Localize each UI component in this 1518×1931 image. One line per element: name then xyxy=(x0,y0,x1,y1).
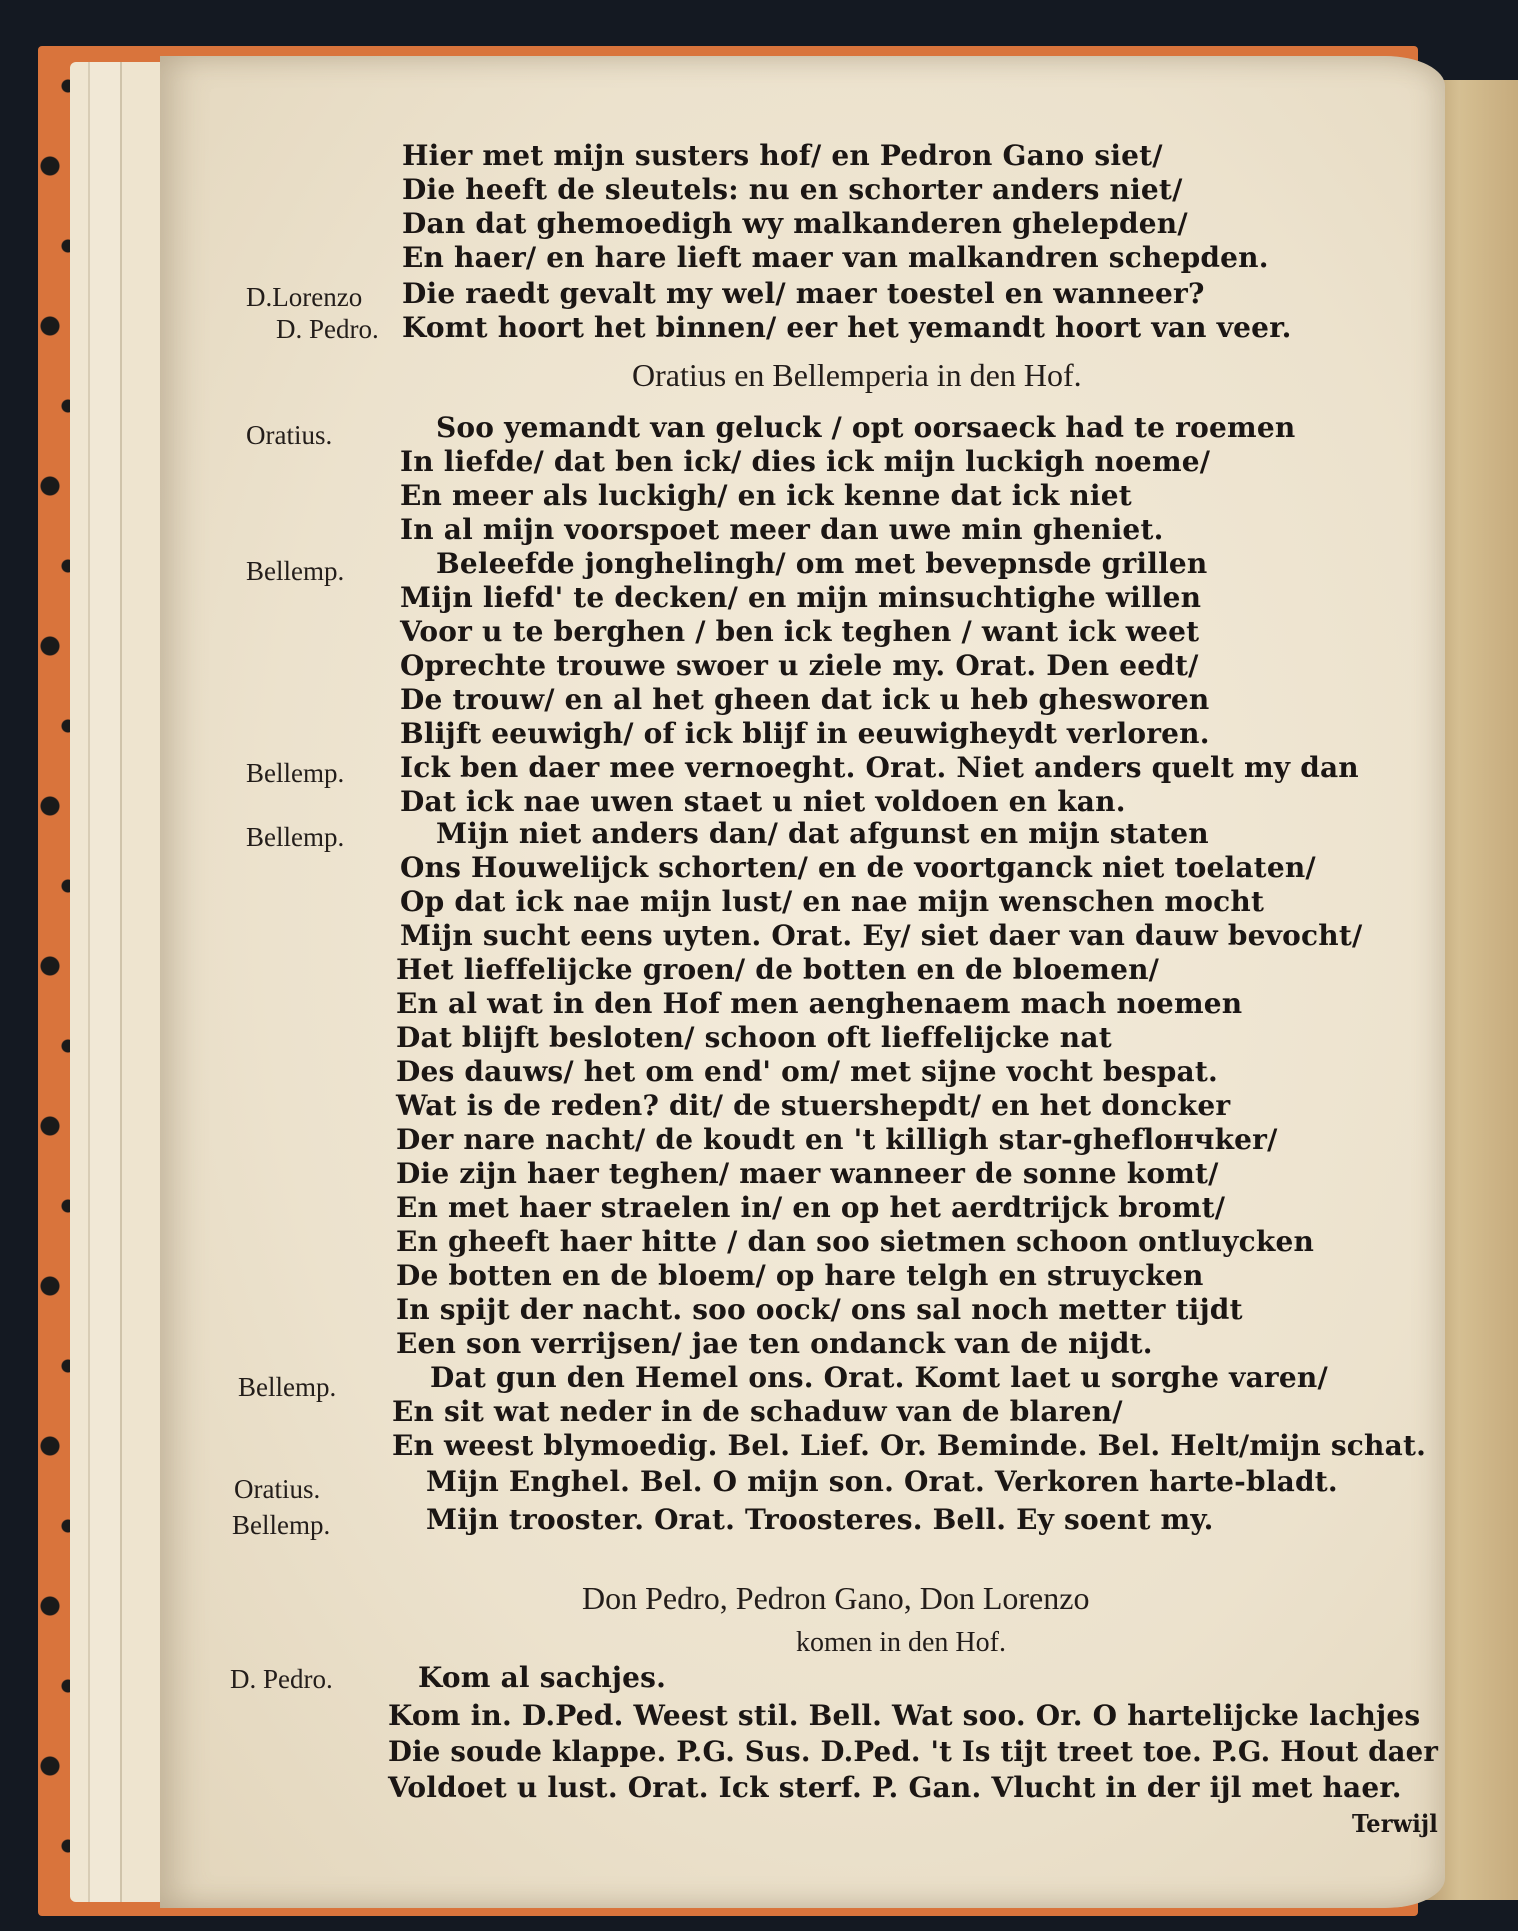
text-line: Mijn liefd' te decken/ en mijn minsuchtighe willen xyxy=(400,581,1202,614)
text-line: In al mijn voorspoet meer dan uwe min gheniet. xyxy=(400,513,1164,546)
text-line: En al wat in den Hof men aenghenaem mach noemen xyxy=(396,987,1243,1020)
text-line: In liefde/ dat ben ick/ dies ick mijn luckigh noeme/ xyxy=(400,445,1211,478)
text-line: Hier met mijn susters hof/ en Pedron Gano siet/ xyxy=(402,139,1163,172)
text-line: Ick ben daer mee vernoeght. Orat. Niet anders quelt my dan xyxy=(400,751,1359,784)
text-line: Blijft eeuwigh/ of ick blijf in eeuwigheydt verloren. xyxy=(400,717,1210,750)
text-line: Dat blijft besloten/ schoon oft lieffelijcke nat xyxy=(396,1021,1112,1054)
speaker-label: Bellemp. xyxy=(232,1510,331,1540)
text-line: Komt hoort het binnen/ eer het yemandt hoort van veer. xyxy=(402,311,1292,344)
text-line: In spijt der nacht. soo oock/ ons sal noch metter tijdt xyxy=(396,1293,1243,1326)
scene-heading: Don Pedro, Pedron Gano, Don Lorenzo xyxy=(582,1580,1090,1616)
speaker-label: Bellemp. xyxy=(238,1372,337,1402)
speaker-label: D.Lorenzo xyxy=(246,282,363,312)
text-line: Mijn Enghel. Bel. O mijn son. Orat. Verkoren harte-bladt. xyxy=(426,1465,1338,1498)
text-line: Dat gun den Hemel ons. Orat. Komt laet u sorghe varen/ xyxy=(430,1361,1328,1394)
catchword: Terwijl xyxy=(1352,1809,1439,1838)
text-line: Het lieffelijcke groen/ de botten en de bloemen/ xyxy=(396,953,1160,986)
text-line: De trouw/ en al het gheen dat ick u heb ghesworen xyxy=(400,683,1210,716)
scene-subheading: komen in den Hof. xyxy=(796,1627,1006,1658)
text-line: Op dat ick nae mijn lust/ en nae mijn wenschen mocht xyxy=(400,885,1265,918)
speaker-label: Oratius. xyxy=(234,1474,321,1504)
text-line: Mijn niet anders dan/ dat afgunst en mijn staten xyxy=(436,817,1209,850)
text-line: Der nare nacht/ de koudt en 't killigh star-gheflончker/ xyxy=(396,1123,1278,1156)
text-line: Mijn trooster. Orat. Troosteres. Bell. Ey soent my. xyxy=(426,1503,1214,1536)
text-line: Voldoet u lust. Orat. Ick sterf. P. Gan. Vlucht in der ijl met haer. xyxy=(388,1771,1402,1804)
text-line: En gheeft haer hitte / dan soo sietmen schoon ontluycken xyxy=(396,1225,1315,1258)
text-line: Voor u te berghen / ben ick teghen / want ick weet xyxy=(400,615,1200,648)
text-line: Oprechte trouwe swoer u ziele my. Orat. Den eedt/ xyxy=(400,649,1199,682)
text-line: En haer/ en hare lieft maer van malkandren schepden. xyxy=(402,241,1269,274)
speaker-label: Oratius. xyxy=(246,420,333,450)
speaker-label: Bellemp. xyxy=(246,822,345,852)
text-line: De botten en de bloem/ op hare telgh en struycken xyxy=(396,1259,1204,1292)
text-line: En met haer straelen in/ en op het aerdtrijck bromt/ xyxy=(396,1191,1226,1224)
text-line: Beleefde jonghelingh/ om met bevepnsde grillen xyxy=(436,547,1208,580)
text-line: Die soude klappe. P.G. Sus. D.Ped. 't Is tijt treet toe. P.G. Hout daer xyxy=(388,1735,1439,1768)
text-line: En weest blymoedig. Bel. Lief. Or. Beminde. Bel. Helt/mijn schat. xyxy=(392,1429,1427,1462)
text-line: Een son verrijsen/ jae ten ondanck van de nijdt. xyxy=(396,1327,1153,1360)
text-line: Soo yemandt van geluck / opt oorsaeck had te roemen xyxy=(436,411,1296,444)
text-line: Kom al sachjes. xyxy=(418,1661,667,1694)
text-line: Wat is de reden? dit/ de stuershepdt/ en het doncker xyxy=(396,1089,1231,1122)
text-line: En sit wat neder in de schaduw van de blaren/ xyxy=(392,1395,1123,1428)
text-line: Die raedt gevalt my wel/ maer toestel en wanneer? xyxy=(402,277,1205,310)
text-line: En meer als luckigh/ en ick kenne dat ick niet xyxy=(400,479,1132,512)
text-line: Dan dat ghemoedigh wy malkanderen ghelepden/ xyxy=(402,207,1188,240)
text-line: Ons Houwelijck schorten/ en de voortganck niet toelaten/ xyxy=(400,851,1316,884)
text-line: Dat ick nae uwen staet u niet voldoen en kan. xyxy=(400,785,1126,818)
scene-heading: Oratius en Bellemperia in den Hof. xyxy=(632,357,1082,393)
text-line: Die zijn haer teghen/ maer wanneer de sonne komt/ xyxy=(396,1157,1219,1190)
text-line: Mijn sucht eens uyten. Orat. Ey/ siet daer van dauw bevocht/ xyxy=(400,919,1363,952)
text-line: Die heeft de sleutels: nu en schorter anders niet/ xyxy=(402,173,1183,206)
text-line: Kom in. D.Ped. Weest stil. Bell. Wat soo. Or. O hartelijcke lachjes xyxy=(388,1699,1421,1732)
speaker-label: D. Pedro. xyxy=(230,1664,333,1694)
text-line: Des dauws/ het om end' om/ met sijne vocht bespat. xyxy=(396,1055,1218,1088)
speaker-label: Bellemp. xyxy=(246,556,345,586)
speaker-label: D. Pedro. xyxy=(276,314,379,344)
speaker-label: Bellemp. xyxy=(246,758,345,788)
